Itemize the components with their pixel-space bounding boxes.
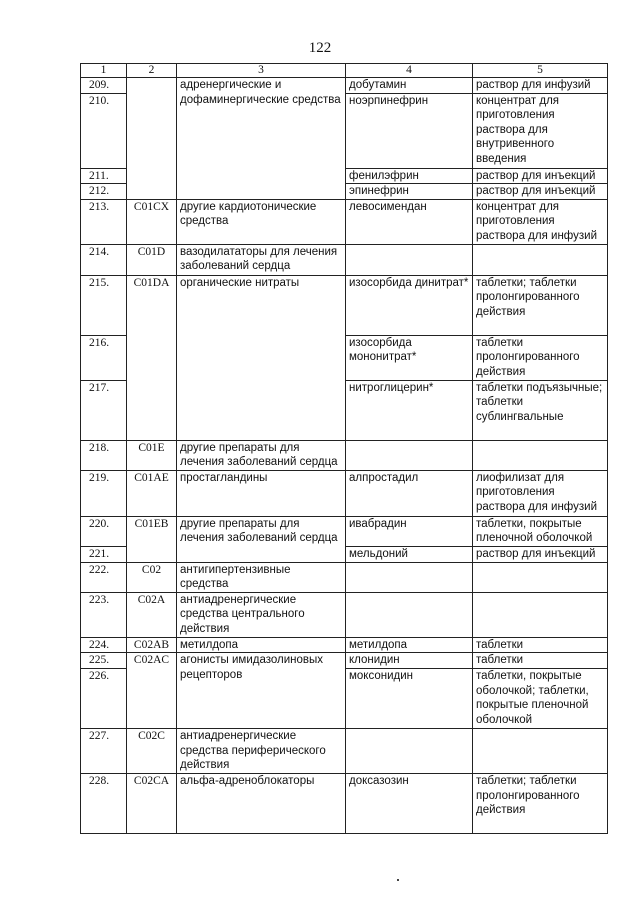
- table-row: [81, 244, 608, 275]
- dosage-form: таблетки пролонгированного действия: [473, 335, 608, 380]
- drug-name: ивабрадин: [346, 516, 473, 546]
- drug-name: алпростадил: [346, 470, 473, 516]
- group-name: простагландины: [177, 470, 346, 516]
- drug-name: нитроглицерин*: [346, 380, 473, 440]
- drug-name: метилдопа: [346, 637, 473, 653]
- dosage-form: таблетки, покрытые пленочной оболочкой: [473, 516, 608, 546]
- atc-code: C01D: [127, 244, 177, 275]
- row-number: 220.: [81, 516, 127, 546]
- drug-name: мельдоний: [346, 546, 473, 562]
- atc-code: C01AE: [127, 470, 177, 516]
- row-number: 221.: [81, 546, 127, 562]
- drug-name: [346, 244, 473, 275]
- row-number: 216.: [81, 335, 127, 380]
- table-row: [81, 470, 608, 516]
- atc-code: C02CA: [127, 773, 177, 833]
- dosage-form: концентрат для приготовления раствора для внутривенного введения: [473, 93, 608, 168]
- table-row: [81, 637, 608, 653]
- atc-code: C02C: [127, 728, 177, 773]
- header-cell: 3: [177, 64, 346, 78]
- row-number: 227.: [81, 728, 127, 773]
- group-name: метилдопа: [177, 637, 346, 653]
- dosage-form: концентрат для приготовления раствора для инфузий: [473, 199, 608, 244]
- dosage-form: [473, 592, 608, 637]
- drug-name: ноэрпинефрин: [346, 93, 473, 168]
- table-row: [81, 592, 608, 637]
- drug-name: клонидин: [346, 653, 473, 669]
- group-name: другие препараты для лечения заболеваний сердца: [177, 440, 346, 470]
- group-name: вазодилататоры для лечения заболеваний сердца: [177, 244, 346, 275]
- row-number: 217.: [81, 380, 127, 440]
- group-name: антиадренергические средства периферического действия: [177, 728, 346, 773]
- atc-code: C01DA: [127, 275, 177, 440]
- header-cell: 4: [346, 64, 473, 78]
- dosage-form: [473, 728, 608, 773]
- drug-name: фенилэфрин: [346, 168, 473, 184]
- row-number: 219.: [81, 470, 127, 516]
- drug-name: моксонидин: [346, 668, 473, 728]
- atc-code: C02A: [127, 592, 177, 637]
- row-number: 228.: [81, 773, 127, 833]
- row-number: 210.: [81, 93, 127, 168]
- drug-name: [346, 592, 473, 637]
- atc-code: C01CX: [127, 199, 177, 244]
- table-row: [81, 78, 608, 94]
- table-header-row: [81, 64, 608, 78]
- group-name: органические нитраты: [177, 275, 346, 440]
- table-row: [81, 440, 608, 470]
- group-name: альфа-адреноблокаторы: [177, 773, 346, 833]
- row-number: 213.: [81, 199, 127, 244]
- dosage-form: раствор для инъекций: [473, 168, 608, 184]
- table-row: [81, 516, 608, 546]
- drug-name: [346, 562, 473, 592]
- dosage-form: таблетки: [473, 637, 608, 653]
- dosage-form: раствор для инъекций: [473, 184, 608, 200]
- header-cell: 5: [473, 64, 608, 78]
- dosage-form: раствор для инъекций: [473, 546, 608, 562]
- drug-list-table: [80, 63, 608, 834]
- drug-name: [346, 728, 473, 773]
- row-number: 209.: [81, 78, 127, 94]
- table-row: [81, 275, 608, 335]
- group-name: адренергические и дофаминергические средства: [177, 78, 346, 200]
- row-number: 224.: [81, 637, 127, 653]
- row-number: 223.: [81, 592, 127, 637]
- group-name: агонисты имидазолиновых рецепторов: [177, 653, 346, 729]
- row-number: 214.: [81, 244, 127, 275]
- row-number: 211.: [81, 168, 127, 184]
- row-number: 212.: [81, 184, 127, 200]
- group-name: другие кардиотонические средства: [177, 199, 346, 244]
- table-row: [81, 653, 608, 669]
- drug-name: [346, 440, 473, 470]
- dosage-form: таблетки подъязычные; таблетки сублингвальные: [473, 380, 608, 440]
- dosage-form: лиофилизат для приготовления раствора для инфузий: [473, 470, 608, 516]
- scan-speck: [397, 879, 399, 881]
- drug-name: изосорбида динитрат*: [346, 275, 473, 335]
- drug-name: левосимендан: [346, 199, 473, 244]
- dosage-form: [473, 244, 608, 275]
- atc-code: C02: [127, 562, 177, 592]
- atc-code: C02AB: [127, 637, 177, 653]
- table-row: [81, 562, 608, 592]
- table-row: [81, 773, 608, 833]
- dosage-form: [473, 562, 608, 592]
- dosage-form: [473, 440, 608, 470]
- dosage-form: таблетки; таблетки пролонгированного действия: [473, 773, 608, 833]
- dosage-form: таблетки, покрытые оболочкой; таблетки, покрытые пленочной оболочкой: [473, 668, 608, 728]
- atc-code: C02AC: [127, 653, 177, 729]
- drug-name: добутамин: [346, 78, 473, 94]
- dosage-form: раствор для инфузий: [473, 78, 608, 94]
- drug-name: доксазозин: [346, 773, 473, 833]
- group-name: антигипертензивные средства: [177, 562, 346, 592]
- dosage-form: таблетки; таблетки пролонгированного действия: [473, 275, 608, 335]
- atc-code: C01EB: [127, 516, 177, 562]
- atc-code: C01E: [127, 440, 177, 470]
- table-row: [81, 199, 608, 244]
- header-cell: 2: [127, 64, 177, 78]
- group-name: антиадренергические средства центрального действия: [177, 592, 346, 637]
- dosage-form: таблетки: [473, 653, 608, 669]
- drug-name: эпинефрин: [346, 184, 473, 200]
- table-row: [81, 728, 608, 773]
- row-number: 218.: [81, 440, 127, 470]
- row-number: 226.: [81, 668, 127, 728]
- row-number: 225.: [81, 653, 127, 669]
- row-number: 215.: [81, 275, 127, 335]
- row-number: 222.: [81, 562, 127, 592]
- page-number: 122: [308, 40, 332, 56]
- drug-name: изосорбида мононитрат*: [346, 335, 473, 380]
- group-name: другие препараты для лечения заболеваний сердца: [177, 516, 346, 562]
- atc-code: [127, 78, 177, 200]
- header-cell: 1: [81, 64, 127, 78]
